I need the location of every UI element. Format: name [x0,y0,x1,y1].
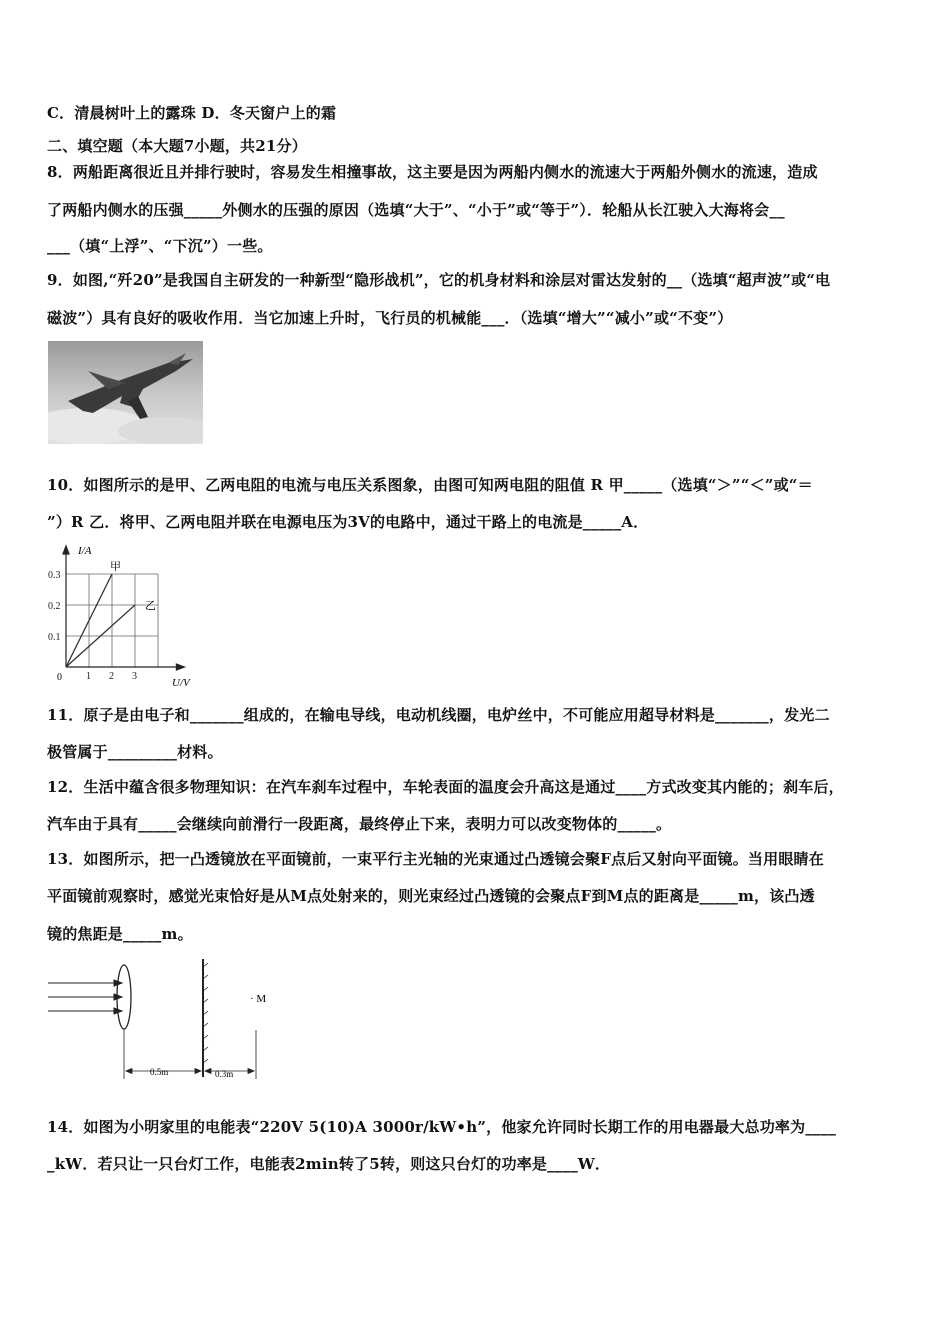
q10-line-2: ”）R 乙．将甲、乙两电阻并联在电源电压为3V的电路中，通过干路上的电流是_____A． [47,513,649,531]
q8-line-3: ___（填“上浮”、“下沉”）一些。 [47,237,273,255]
q12-line-1: 12．生活中蕴含很多物理知识：在汽车刹车过程中，车轮表面的温度会升高这是通过____方式改变其内能的；刹车后， [47,778,844,796]
section-heading: 二、填空题（本大题7小题，共21分） [47,137,307,155]
q11-line-1: 11．原子是由电子和_______组成的，在输电导线，电动机线圈，电炉丝中，不可能应用超导材料是_______，发光二 [47,706,830,724]
y-axis-label: I/A [78,545,92,557]
series-label-jia: 甲 [110,561,121,573]
jet-photo [48,341,203,444]
y-tick-label: 0.3 [48,570,61,581]
graph-series [66,574,135,667]
graph-grid [66,574,158,667]
dimension-lines [124,1029,256,1079]
distance-mirror-m: 0.3m [215,1069,234,1079]
x-tick-label: 1 [86,671,91,682]
q12-line-2: 汽车由于具有_____会继续向前滑行一段距离，最终停止下来，表明力可以改变物体的_____。 [47,815,672,833]
q10-line-1: 10．如图所示的是甲、乙两电阻的电流与电压关系图象，由图可知两电阻的阻值 R 甲_____（选填“＞”“＜”或“＝ [47,476,813,494]
q11-line-2: 极管属于_________材料。 [47,743,223,761]
point-m-label: · M [250,993,267,1005]
plane-mirror [203,959,208,1077]
q13-line-3: 镜的焦距是_____m。 [47,925,193,943]
distance-lens-mirror: 0.5m [150,1067,169,1077]
x-tick-label: 3 [132,671,137,682]
q9-line-2: 磁波”）具有良好的吸收作用．当它加速上升时，飞行员的机械能___．（选填“增大”“减小”或“不变”） [47,309,733,327]
lens-mirror-diagram [44,955,284,1085]
origin-label: 0 [57,672,62,683]
x-axis-label: U/V [172,677,190,688]
graph-axes [63,546,184,670]
q14-line-2: _kW．若只让一只台灯工作，电能表2min转了5转，则这只台灯的功率是____W． [47,1155,611,1173]
x-tick-label: 2 [109,671,114,682]
q13-line-1: 13．如图所示，把一凸透镜放在平面镜前，一束平行主光轴的光束通过凸透镜会聚F点后又射向平面镜。当用眼睛在 [47,850,824,868]
option-line-cd: C．清晨树叶上的露珠 D．冬天窗户上的霜 [47,104,337,122]
q13-line-2: 平面镜前观察时，感觉光束恰好是从M点处射来的，则光束经过凸透镜的会聚点F到M点的距离是_____m，该凸透 [47,887,815,905]
q8-line-1: 8．两船距离很近且并排行驶时，容易发生相撞事故，这主要是因为两船内侧水的流速大于两船外侧水的流速，造成 [47,163,818,181]
q9-line-1: 9．如图,“歼20”是我国自主研发的一种新型“隐形战机”，它的机身材料和涂层对雷达发射的__（选填“超声波”或“电 [47,271,831,289]
current-voltage-graph [44,540,204,688]
q14-line-1: 14．如图为小明家里的电能表“220V 5(10)A 3000r/kW•h”，他家允许同时长期工作的用电器最大总功率为____ [47,1118,837,1136]
y-tick-label: 0.1 [48,632,61,643]
series-label-yi: 乙 [145,600,156,612]
graph-ticks [48,570,137,682]
y-axis-arrow [63,546,69,554]
light-rays [48,980,122,1014]
x-axis-arrow [176,664,184,670]
y-tick-label: 0.2 [48,601,61,612]
q8-line-2: 了两船内侧水的压强_____外侧水的压强的原因（选填“大于”、“小于”或“等于”）．轮船从长江驶入大海将会__ [47,201,785,219]
